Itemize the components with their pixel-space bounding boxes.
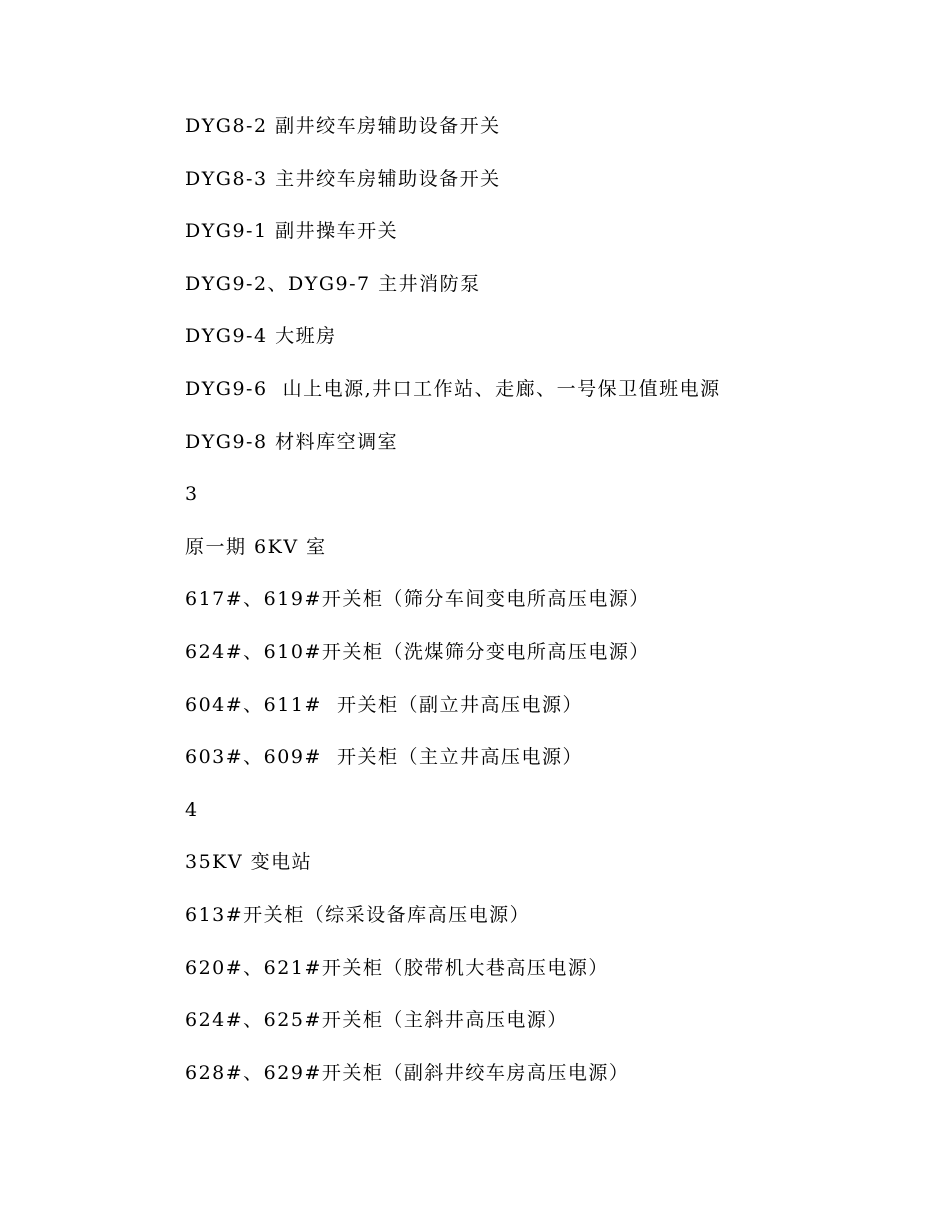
- text-line: DYG9-6 山上电源,井口工作站、走廊、一号保卫值班电源: [185, 377, 721, 400]
- section-number: 4: [185, 798, 199, 821]
- text-line: DYG9-4 大班房: [185, 325, 337, 348]
- text-line: DYG8-3 主井绞车房辅助设备开关: [185, 167, 501, 190]
- document-body: [185, 112, 885, 1111]
- text-line: 603#、609# 开关柜（主立井高压电源）: [185, 746, 583, 769]
- section-number: 3: [185, 483, 199, 506]
- text-line: 604#、611# 开关柜（副立井高压电源）: [185, 693, 583, 716]
- text-line: 620#、621#开关柜（胶带机大巷高压电源）: [185, 956, 609, 979]
- text-line: 628#、629#开关柜（副斜井绞车房高压电源）: [185, 1061, 630, 1084]
- text-line: 624#、610#开关柜（洗煤筛分变电所高压电源）: [185, 640, 650, 663]
- section-heading: 原一期 6KV 室: [185, 535, 327, 558]
- section-heading: 35KV 变电站: [185, 851, 313, 874]
- text-line: DYG9-8 材料库空调室: [185, 430, 399, 453]
- text-line: DYG9-1 副井操车开关: [185, 220, 399, 243]
- text-line: DYG9-2、DYG9-7 主井消防泵: [185, 272, 481, 295]
- text-line: DYG8-2 副井绞车房辅助设备开关: [185, 115, 501, 137]
- text-line: 617#、619#开关柜（筛分车间变电所高压电源）: [185, 588, 650, 611]
- text-line: 613#开关柜（综采设备库高压电源）: [185, 903, 531, 926]
- text-line: 624#、625#开关柜（主斜井高压电源）: [185, 1009, 568, 1032]
